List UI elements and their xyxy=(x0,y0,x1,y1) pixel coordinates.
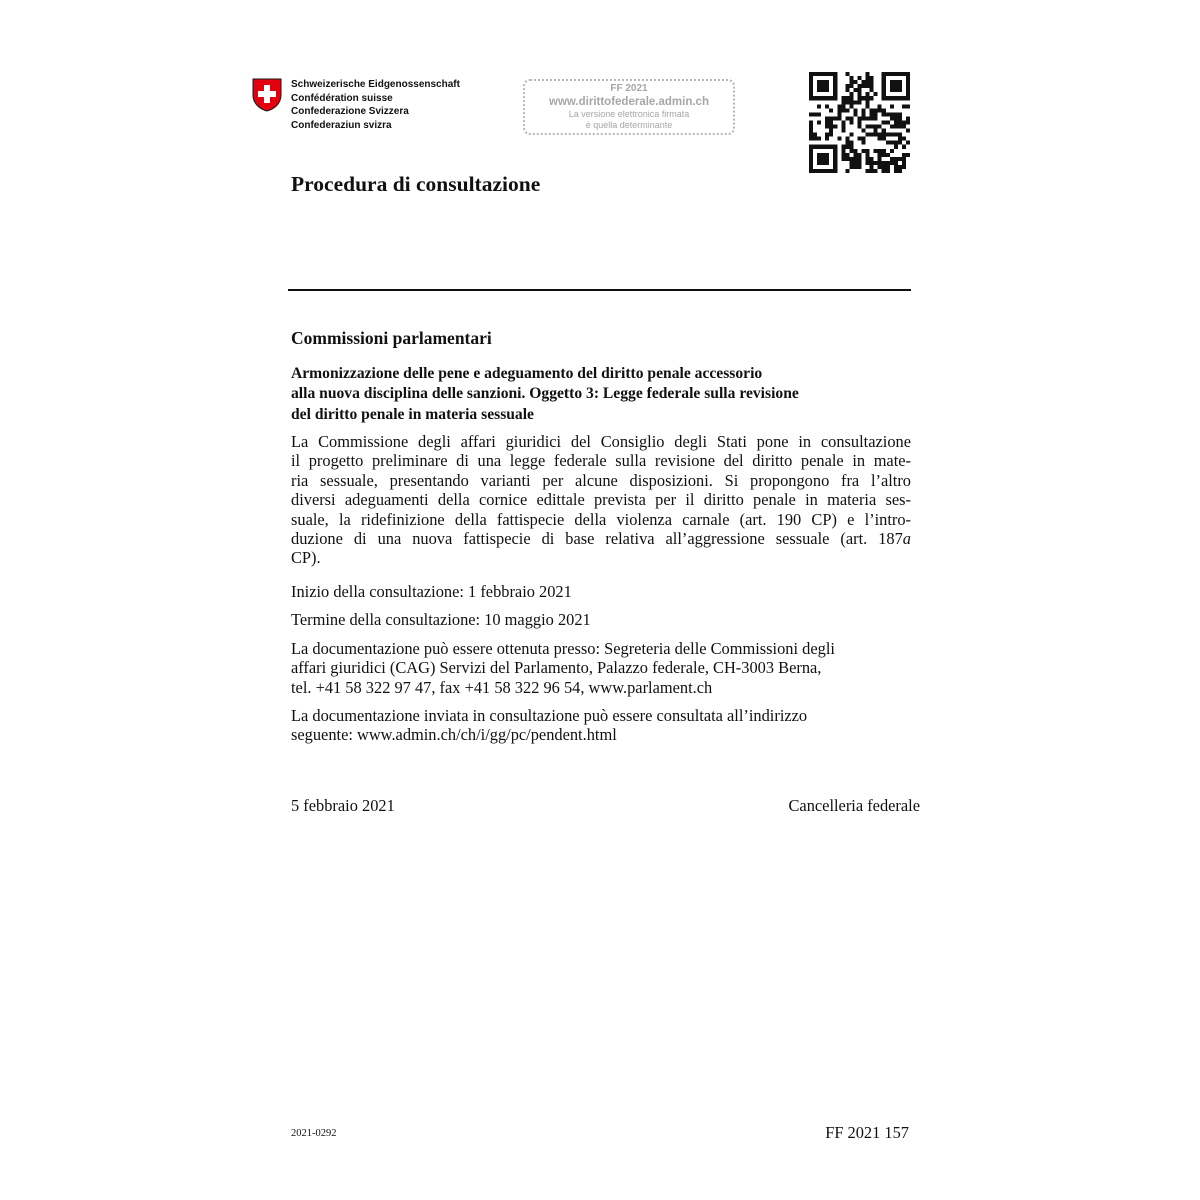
signature-stamp xyxy=(523,79,735,135)
documentation-paragraph xyxy=(291,639,911,697)
consultation-end: Termine della consultazione: 10 maggio 2021 xyxy=(291,610,591,629)
stamp-edition: FF 2021 xyxy=(610,83,648,94)
stamp-note-2: è quella determinante xyxy=(585,120,673,130)
issuing-authority: Cancelleria federale xyxy=(788,796,920,815)
consultation-start: Inizio della consultazione: 1 febbraio 2021 xyxy=(291,582,572,601)
paragraph-line: tel. +41 58 322 97 47, fax +41 58 322 96 54, www.parlament.ch xyxy=(291,677,713,697)
swiss-coat-of-arms-icon xyxy=(252,78,282,112)
paragraph-line: seguente: www.admin.ch/ch/i/gg/pc/pendent.html xyxy=(291,725,617,745)
confederation-name-de: Schweizerische Eidgenossenschaft xyxy=(291,79,460,90)
paragraph-line: ria sessuale, presentando varianti per alcune disposizioni. Si propongono fra l’altro xyxy=(291,470,911,490)
paragraph-line: La documentazione inviata in consultazione può essere consultata all’indirizzo xyxy=(291,706,808,725)
page-title: Procedura di consultazione xyxy=(291,172,541,196)
stamp-url: www.dirittofederale.admin.ch xyxy=(549,96,709,108)
paragraph-line: diversi adeguamenti della cornice edittale prevista per il diritto penale in materia ses- xyxy=(291,490,911,510)
description-paragraph xyxy=(291,432,911,568)
subject-heading xyxy=(291,364,911,425)
confederation-name-it: Confederazione Svizzera xyxy=(291,106,409,117)
page-citation: FF 2021 157 xyxy=(825,1123,909,1142)
stamp-note-1: La versione elettronica firmata xyxy=(568,109,690,119)
confederation-name-rm: Confederaziun svizra xyxy=(291,119,392,131)
qr-code-icon xyxy=(809,72,910,173)
consultation-link-paragraph xyxy=(291,706,911,745)
section-title: Commissioni parlamentari xyxy=(291,328,492,348)
paragraph-line: La documentazione può essere ottenuta presso: Segreteria delle Commissioni degli xyxy=(291,639,835,658)
subject-line: Armonizzazione delle pene e adeguamento del diritto penale accessorio xyxy=(291,365,763,382)
paragraph-line: La Commissione degli affari giuridici del Consiglio degli Stati pone in consultazione xyxy=(291,432,911,451)
paragraph-line: suale, la ridefinizione della fattispecie della violenza carnale (art. 190 CP) e l’intro- xyxy=(291,509,911,529)
article-suffix: a xyxy=(902,529,911,549)
paragraph-line: CP). xyxy=(291,548,321,568)
confederation-name-fr: Confédération suisse xyxy=(291,92,393,104)
paragraph-line: affari giuridici (CAG) Servizi del Parlamento, Palazzo federale, CH-3003 Berna, xyxy=(291,658,822,678)
publication-date: 5 febbraio 2021 xyxy=(291,796,395,815)
paragraph-line-text: duzione di una nuova fattispecie di base relativa all’aggressione sessuale (art. 187 xyxy=(291,529,903,549)
document-reference: 2021-0292 xyxy=(291,1128,337,1139)
confederation-names xyxy=(291,78,460,132)
subject-line: del diritto penale in materia sessuale xyxy=(291,405,534,423)
paragraph-line: il progetto preliminare di una legge federale sulla revisione del diritto penale in mate- xyxy=(291,451,911,471)
title-divider xyxy=(288,289,911,291)
subject-line: alla nuova disciplina delle sanzioni. Oggetto 3: Legge federale sulla revisione xyxy=(291,385,799,403)
paragraph-line xyxy=(291,529,911,548)
